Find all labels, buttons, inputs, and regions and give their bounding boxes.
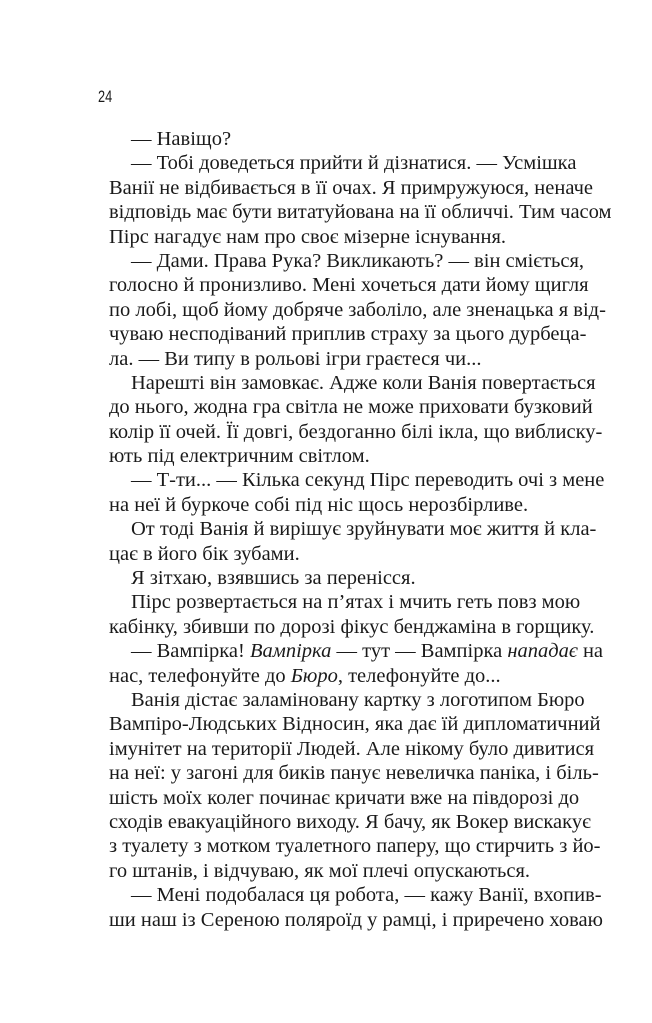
- text-line: Пірс розвертається на п’ятах і мчить геть повз мою: [131, 591, 581, 614]
- text-line: Пірс нагадує нам про своє мізерне існування.: [109, 225, 507, 248]
- text-line: сходів евакуаційного виходу. Я бачу, як Вокер вискакує: [109, 810, 591, 833]
- text-line: Ванія дістає заламіновану картку з логотипом Бюро: [131, 688, 585, 711]
- text-segment: — Вампірка!: [131, 640, 250, 663]
- text-line: на неї й буркоче собі під ніс щось нерозбірливе.: [109, 493, 529, 516]
- text-line: на неї: у загоні для биків панує невеличка паніка, і біль-: [109, 762, 599, 785]
- text-line: От тоді Ванія й вирішує зруйнувати моє життя й кла-: [131, 518, 597, 541]
- body-text: [109, 127, 612, 932]
- text-line: кабінку, збивши по дорозі фікус бенджаміна в горщику.: [109, 615, 595, 638]
- text-line: го штанів, і відчуваю, як мої плечі опускаються.: [109, 859, 531, 882]
- text-line: — Тобі доведеться прийти й дізнатися. — Усмішка: [131, 152, 577, 175]
- text-line: до нього, жодна гра світла не може приховати бузковий: [109, 396, 593, 419]
- text-line: ла. — Ви типу в рольові ігри граєтеся чи...: [109, 347, 482, 370]
- text-line: цає в його бік зубами.: [109, 542, 300, 565]
- text-line: з туалету з мотком туалетного паперу, що стирчить з йо-: [109, 835, 601, 858]
- text-line: Ванії не відбивається в її очах. Я примружуюся, неначе: [109, 176, 594, 199]
- page-number: 24: [98, 87, 113, 106]
- text-line: шість моїх колег починає кричати вже на півдорозі до: [109, 786, 580, 809]
- text-line: колір її очей. Її довгі, бездоганно білі ікла, що виблиску-: [109, 420, 603, 443]
- text-segment: , телефонуйте до...: [337, 664, 501, 687]
- text-line: ють під електричним світлом.: [109, 445, 370, 468]
- italic-text: Вампірка: [250, 640, 332, 663]
- text-line: ши наш із Сереною поляроїд у рамці, і приречено ховаю: [109, 908, 603, 931]
- text-line: Я зітхаю, взявшись за перенісся.: [131, 567, 416, 590]
- text-line: [109, 639, 604, 663]
- text-segment: на: [577, 640, 604, 663]
- text-line: — Т-ти... — Кілька секунд Пірс переводить очі з мене: [131, 469, 605, 492]
- text-line: чуваю несподіваний приплив страху за цього дурбеца-: [109, 323, 587, 346]
- text-line: [109, 664, 553, 688]
- text-line: — Дами. Права Рука? Викликають? — він сміється,: [131, 249, 585, 272]
- text-line: голосно й пронизливо. Мені хочеться дати йому щигля: [109, 274, 589, 297]
- text-line: імунітет на території Людей. Але нікому було дивитися: [109, 737, 594, 760]
- text-line: відповідь має бути витатуйована на її обличчі. Тим часом: [109, 201, 612, 224]
- text-line: по лобі, щоб йому добряче заболіло, але зненацька я від-: [109, 298, 606, 321]
- text-line: — Навіщо?: [131, 128, 232, 150]
- text-line: Нарешті він замовкає. Адже коли Ванія повертається: [131, 371, 596, 394]
- italic-text: нападає: [507, 640, 578, 663]
- text-segment: нас, телефонуйте до: [109, 664, 291, 687]
- italic-text: Бюро: [290, 664, 338, 687]
- text-line: Вампіро-Людських Відносин, яка дає їй дипломатичний: [109, 713, 601, 736]
- text-segment: — тут — Вампірка: [331, 640, 508, 663]
- text-line: — Мені подобалася ця робота, — кажу Ванії, вхопив-: [131, 884, 602, 907]
